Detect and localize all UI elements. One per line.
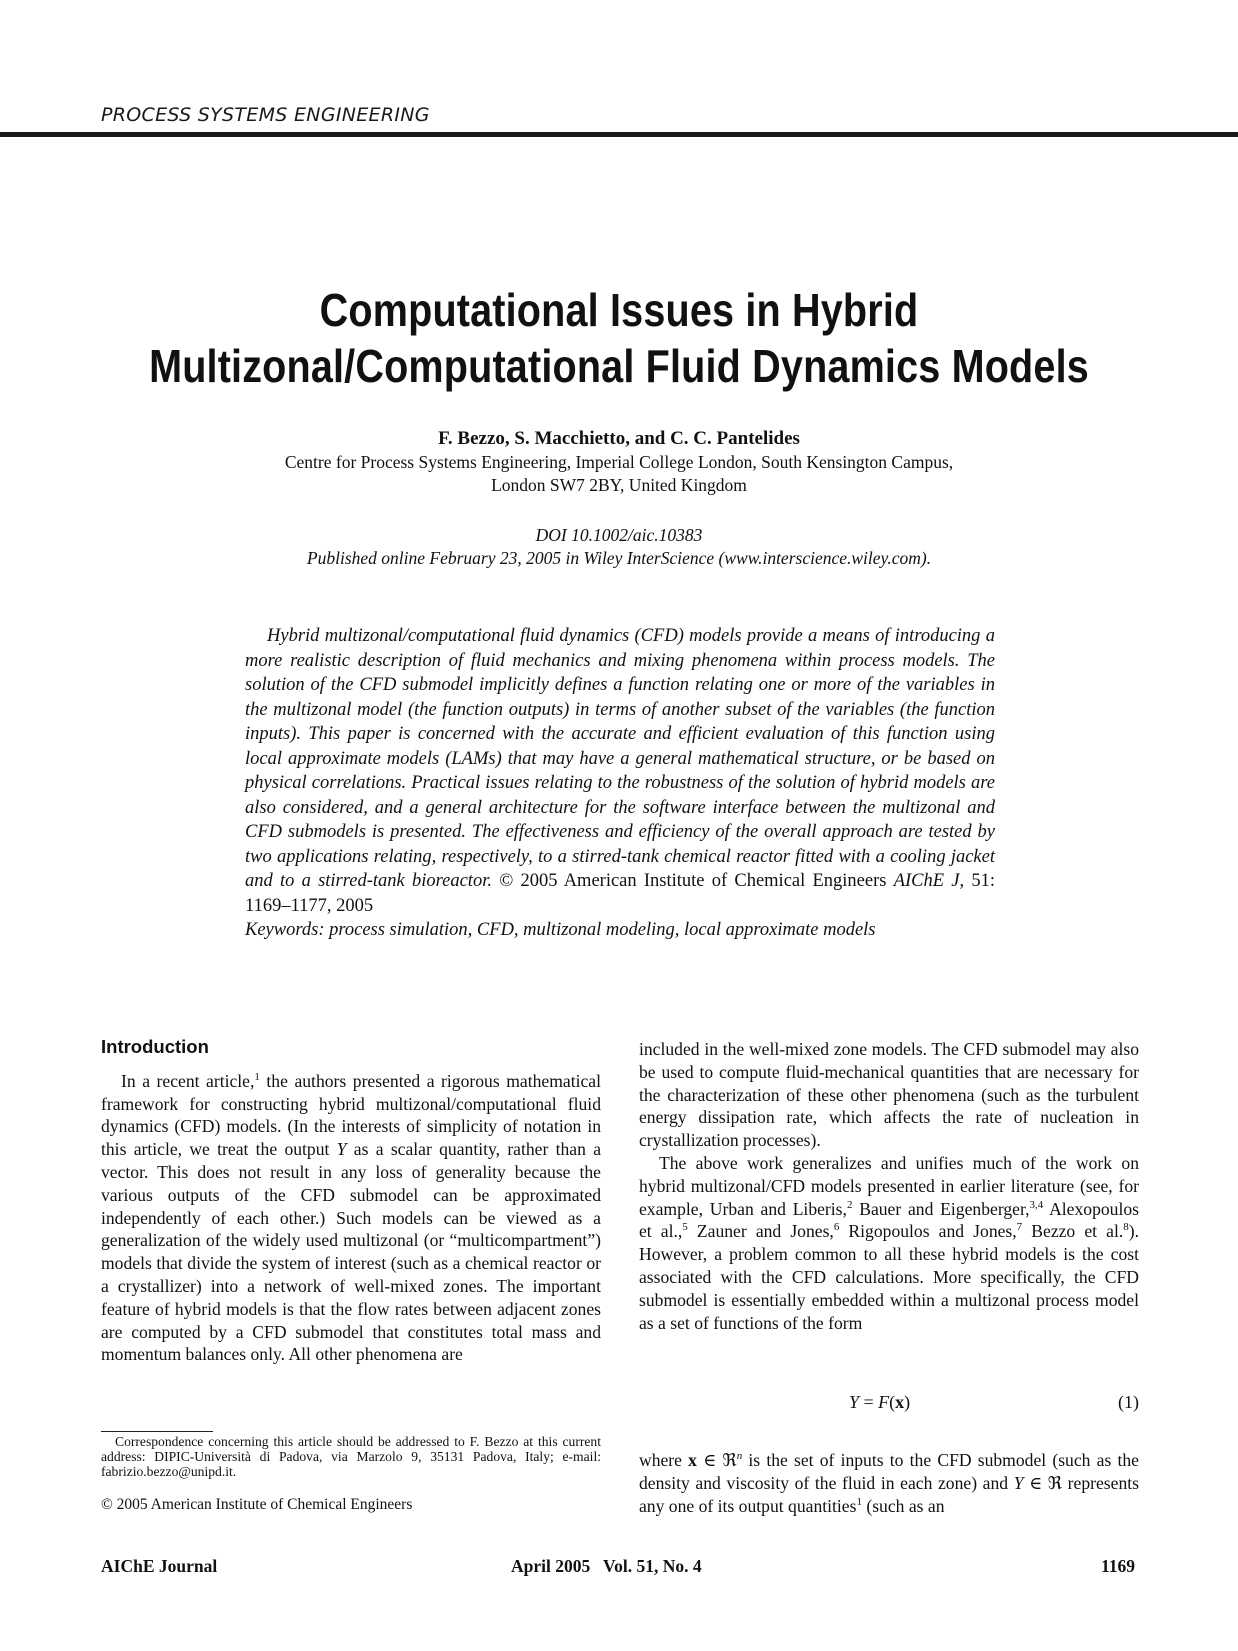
doi-block [100,524,1138,570]
title-line-1: Computational Issues in Hybrid [319,284,919,336]
section-label: PROCESS SYSTEMS ENGINEERING [101,104,430,126]
equation-expression: Y = F(x) [849,1392,911,1412]
authors: F. Bezzo, S. Macchietto, and C. C. Pantelides [438,428,800,449]
introduction-heading: Introduction [101,1036,209,1057]
footnote-rule [101,1431,213,1432]
abstract-text: Hybrid multizonal/computational fluid dynamics (CFD) models provide a means of introducing a more realistic description of fluid mechanics and mixing phenomena within process models. The solution of the CFD submodel implicitly defines a function relating one or more of the variables in the multizonal model (the function outputs) in terms of another subset of the variables (the function inputs). This paper is concerned with the accurate and efficient evaluation of this function using local approximate models (LAMs) that may have a general mathematical structure, or be based on physical correlations. Practical issues relating to the robustness of the solution of hybrid models are also considered, and a general architecture for the software interface between the multizonal and CFD submodels is presented. The effectiveness and efficiency of the overall approach are tested by two applications relating, respectively, to a stirred-tank chemical reactor fitted with a cooling jacket and to a stirred-tank bioreactor. [245,626,995,891]
header-rule [0,132,1238,137]
right-paragraph-2: The above work generalizes and unifies much of the work on hybrid multizonal/CFD models presented in earlier literature (see, for example, Urban and Liberis,$^2$ Bauer and Eigenberger,$^{3,4}$ Alexopoulos et al.,$^5$ Zauner and Jones,$^6$ Rigopoulos and Jones,$^7$ Bezzo et al.$^8$). However, a problem common to all these hybrid models is the cost associated with the CFD calculations. More specifically, the CFD submodel is essentially embedded within a multizonal process model as a set of functions of the form [639,1152,1140,1333]
title-line-2: Multizonal/Computational Fluid Dynamics Models [149,340,1089,392]
affiliation-line-2: London SW7 2BY, United Kingdom [491,475,747,495]
equation-number: (1) [1118,1392,1139,1412]
footer-page-number: 1169 [1101,1556,1136,1576]
right-paragraph-3: where x ∈ ℜ$^n$ is the set of inputs to the CFD submodel (such as the density and viscosity of the fluid in each zone) and Y ∈ ℜ represents any one of its output quantities$^1$ (such as an [639,1450,1139,1516]
copyright-notice: © 2005 American Institute of Chemical Engineers [101,1496,413,1513]
correspondence-footnote: Correspondence concerning this article should be addressed to F. Bezzo at this current address: DIPIC-Università di Padova, via Marzolo 9, 35131 Padova, Italy; e-mail: fabrizio.bezzo@unipd.it. [101,1434,601,1479]
right-column [639,1038,1139,1334]
article-title [138,282,1099,394]
abstract [245,624,995,943]
equation-1 [639,1392,1139,1416]
footer-issue: April 2005 Vol. 51, No. 4 [511,1556,702,1576]
intro-paragraph-1: In a recent article,$^1$ the authors presented a rigorous mathematical framework for constructing hybrid multizonal/computational fluid dynamics (CFD) models. (In the interests of simplicity of notation in this article, we treat the output Y as a scalar quantity, rather than a vector. This does not result in any loss of generality because the various outputs of the CFD submodel can be approximated independently of each other.) Such models can be viewed as a generalization of the widely used multizonal (or “multicompartment”) models that divide the system of interest (such as a chemical reactor or a crystallizer) into a network of well-mixed zones. The important feature of hybrid models is that the flow rates between adjacent zones are computed by a CFD submodel that constitutes total mass and momentum balances only. All other phenomena are [101,1070,602,1365]
doi: DOI 10.1002/aic.10383 [535,525,703,545]
published-online: Published online February 23, 2005 in Wiley InterScience (www.interscience.wiley.com). [306,548,932,568]
abstract-body [245,624,995,918]
keywords: Keywords: process simulation, CFD, multizonal modeling, local approximate models [245,920,876,940]
right-paragraph-1: included in the well-mixed zone models. The CFD submodel may also be used to compute fluid-mechanical quantities that are necessary for the characterization of these other phenomena (such as the turbulent energy dissipation rate, which affects the rate of nucleation in crystallization processes). [639,1039,1139,1151]
affiliation [100,451,1138,497]
footer-journal: AIChE Journal [101,1556,218,1576]
abstract-copyright: © 2005 American Institute of Chemical Engineers AIChE J, 51: 1169–1177, 2005 [245,871,995,916]
left-column [101,1036,601,1366]
affiliation-line-1: Centre for Process Systems Engineering, Imperial College London, South Kensington Campus, [284,452,954,472]
